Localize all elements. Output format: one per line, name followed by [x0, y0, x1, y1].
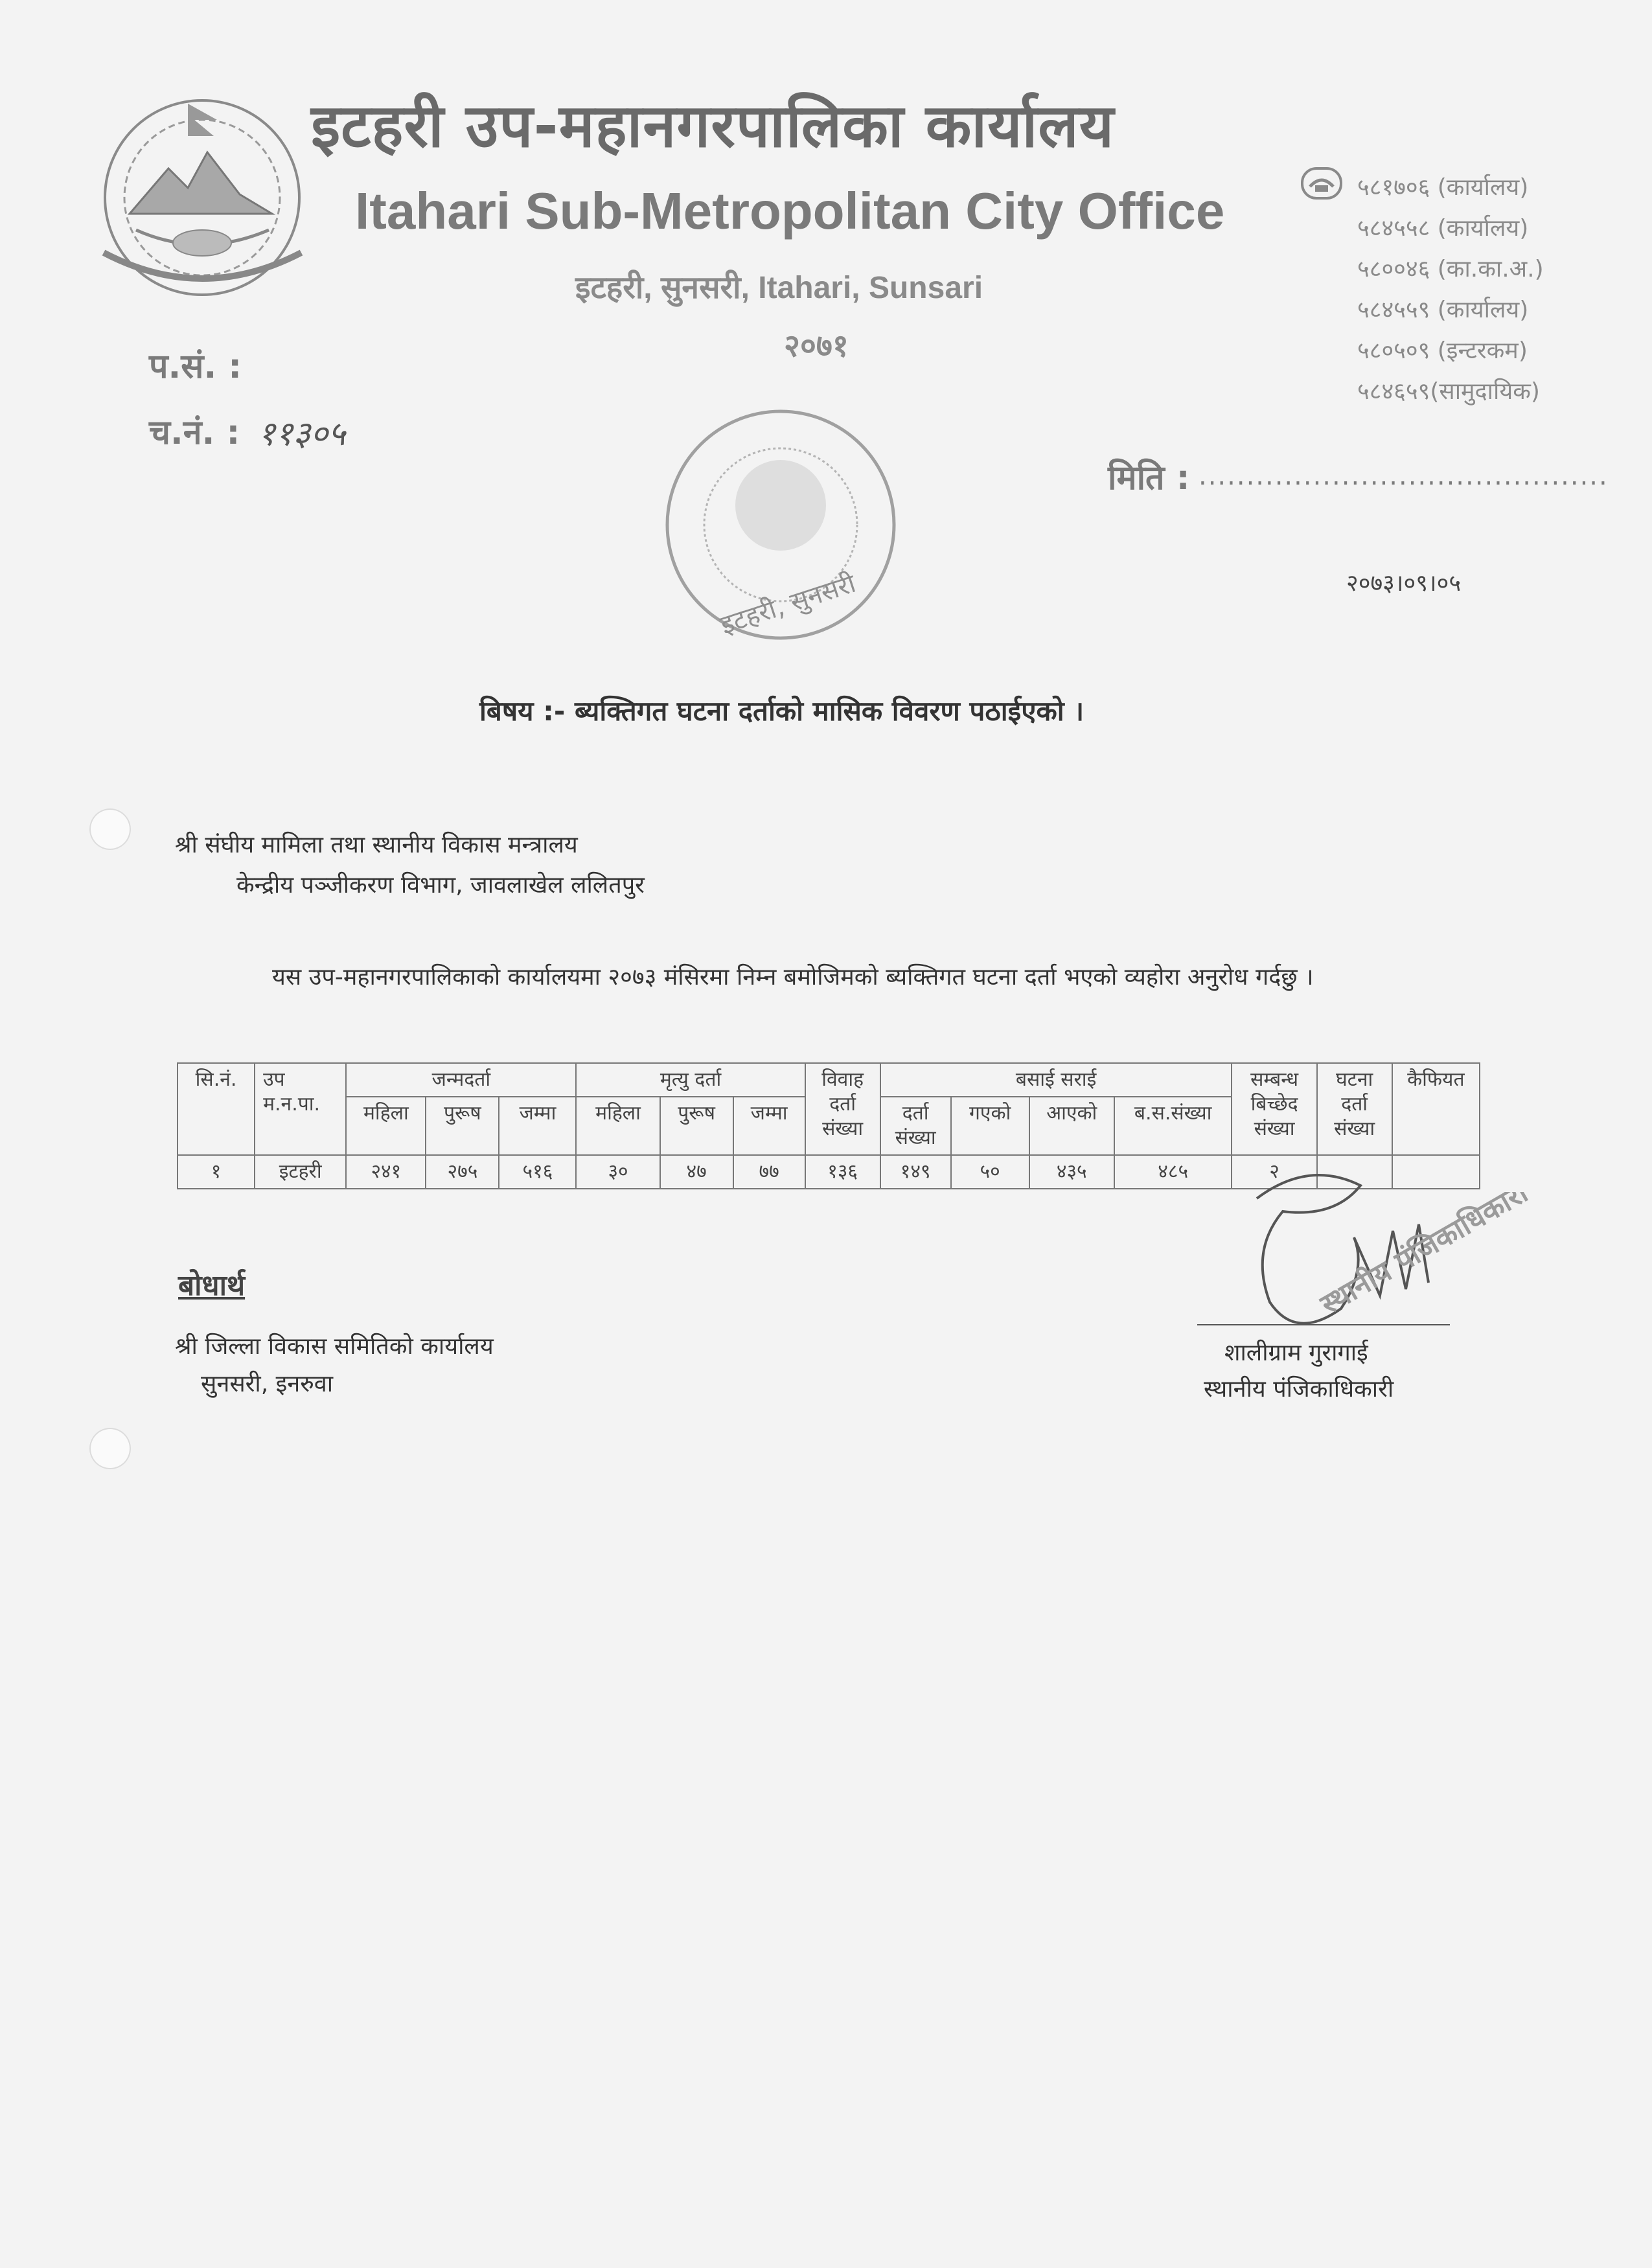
registrar-stamp-text: स्थानीय पंजिकाधिकारी	[1315, 1192, 1533, 1322]
header-mig-in: आएको	[1029, 1097, 1114, 1155]
office-title-nepali: इटहरी उप-महानगरपालिका कार्यालय	[311, 91, 1115, 161]
cell-divorce: २	[1232, 1155, 1316, 1189]
signatory-title: स्थानीय पंजिकाधिकारी	[1204, 1376, 1394, 1403]
punch-hole	[89, 1428, 131, 1469]
table-header-row	[178, 1063, 1480, 1097]
phone-number: ५८०५०९ (इन्टरकम)	[1357, 338, 1528, 364]
phone-list	[1357, 167, 1544, 412]
header-marriage: विवाह दर्ता संख्या	[805, 1063, 880, 1155]
cell-birth-male: २७५	[426, 1155, 499, 1189]
date-label: मिति :	[1108, 459, 1190, 498]
cc-line-1: श्री जिल्ला विकास समितिको कार्यालय	[175, 1333, 494, 1360]
cell-birth-total: ५१६	[499, 1155, 576, 1189]
cell-death-total: ७७	[733, 1155, 805, 1189]
header-serial: सि.नं.	[178, 1063, 255, 1155]
header-remarks: कैफियत	[1392, 1063, 1480, 1155]
recipient-line-2: केन्द्रीय पञ्जीकरण विभाग, जावलाखेल ललितपुर	[236, 872, 645, 899]
svg-text:इटहरी, सुनसरी: इटहरी, सुनसरी	[717, 568, 860, 641]
cell-mig-registered: १४९	[880, 1155, 951, 1189]
header-birth-total: जम्मा	[499, 1097, 576, 1155]
phone-number: ५८४५५९ (कार्यालय)	[1357, 297, 1529, 323]
date-dotted-line: ...........................................	[1199, 461, 1609, 491]
established-year: २०७१	[784, 328, 849, 364]
header-birth: जन्मदर्ता	[346, 1063, 576, 1097]
header-divorce: सम्बन्ध बिच्छेद संख्या	[1232, 1063, 1316, 1155]
phone-number: ५८१७०६ (कार्यालय)	[1357, 174, 1529, 201]
pa-san-label: प.सं. :	[149, 347, 242, 386]
header-birth-male: पुरूष	[426, 1097, 499, 1155]
cell-death-female: ३०	[576, 1155, 660, 1189]
header-municipality: उप म.न.पा.	[255, 1063, 346, 1155]
office-title-english: Itahari Sub-Metropolitan City Office	[355, 182, 1225, 240]
body-paragraph: यस उप-महानगरपालिकाको कार्यालयमा २०७३ मंसिरमा निम्न बमोजिमको ब्यक्तिगत घटना दर्ता भएको व्यहोरा अनुरोध गर्दछु ।	[272, 964, 1314, 991]
cell-municipality: इटहरी	[255, 1155, 346, 1189]
phone-number: ५८००४६ (का.का.अ.)	[1357, 256, 1544, 282]
cell-birth-female: २४१	[346, 1155, 426, 1189]
header-event: घटना दर्ता संख्या	[1317, 1063, 1392, 1155]
cc-heading: बोधार्थ	[178, 1269, 246, 1302]
punch-hole	[89, 808, 131, 850]
cell-death-male: ४७	[660, 1155, 733, 1189]
header-death-male: पुरूष	[660, 1097, 733, 1155]
cell-mig-out: ५०	[951, 1155, 1029, 1189]
header-migration: बसाई सराई	[880, 1063, 1232, 1097]
registrar-stamp	[1315, 1192, 1587, 1337]
cell-mig-count: ४८५	[1114, 1155, 1232, 1189]
header-mig-registered: दर्ता संख्या	[880, 1097, 951, 1155]
header-mig-count: ब.स.संख्या	[1114, 1097, 1232, 1155]
signatory-name: शालीग्राम गुरागाई	[1224, 1340, 1368, 1366]
header-death-female: महिला	[576, 1097, 660, 1155]
cha-na-label: च.नं. :	[149, 413, 240, 452]
cell-mig-in: ४३५	[1029, 1155, 1114, 1189]
cha-na-value: ११३०५	[258, 415, 346, 453]
telephone-icon	[1301, 167, 1342, 202]
header-death: मृत्यु दर्ता	[576, 1063, 805, 1097]
cell-marriage: १३६	[805, 1155, 880, 1189]
header-birth-female: महिला	[346, 1097, 426, 1155]
recipient-line-1: श्री संघीय मामिला तथा स्थानीय विकास मन्त्रालय	[175, 832, 578, 858]
header-death-total: जम्मा	[733, 1097, 805, 1155]
office-address: इटहरी, सुनसरी, Itahari, Sunsari	[575, 271, 983, 305]
phone-number: ५८४६५९(सामुदायिक)	[1357, 378, 1540, 405]
signature-line	[1197, 1324, 1450, 1325]
cell-serial: १	[178, 1155, 255, 1189]
coat-of-arms-emblem	[91, 91, 314, 307]
subject-line: बिषय :- ब्यक्तिगत घटना दर्ताको मासिक विवरण पठाईएको ।	[479, 695, 1084, 727]
cc-line-2: सुनसरी, इनरुवा	[201, 1371, 334, 1397]
header-mig-out: गएको	[951, 1097, 1029, 1155]
date-value: २०७३।०९।०५	[1346, 570, 1462, 597]
office-seal-stamp	[641, 395, 920, 670]
phone-number: ५८४५५८ (कार्यालय)	[1357, 215, 1529, 242]
